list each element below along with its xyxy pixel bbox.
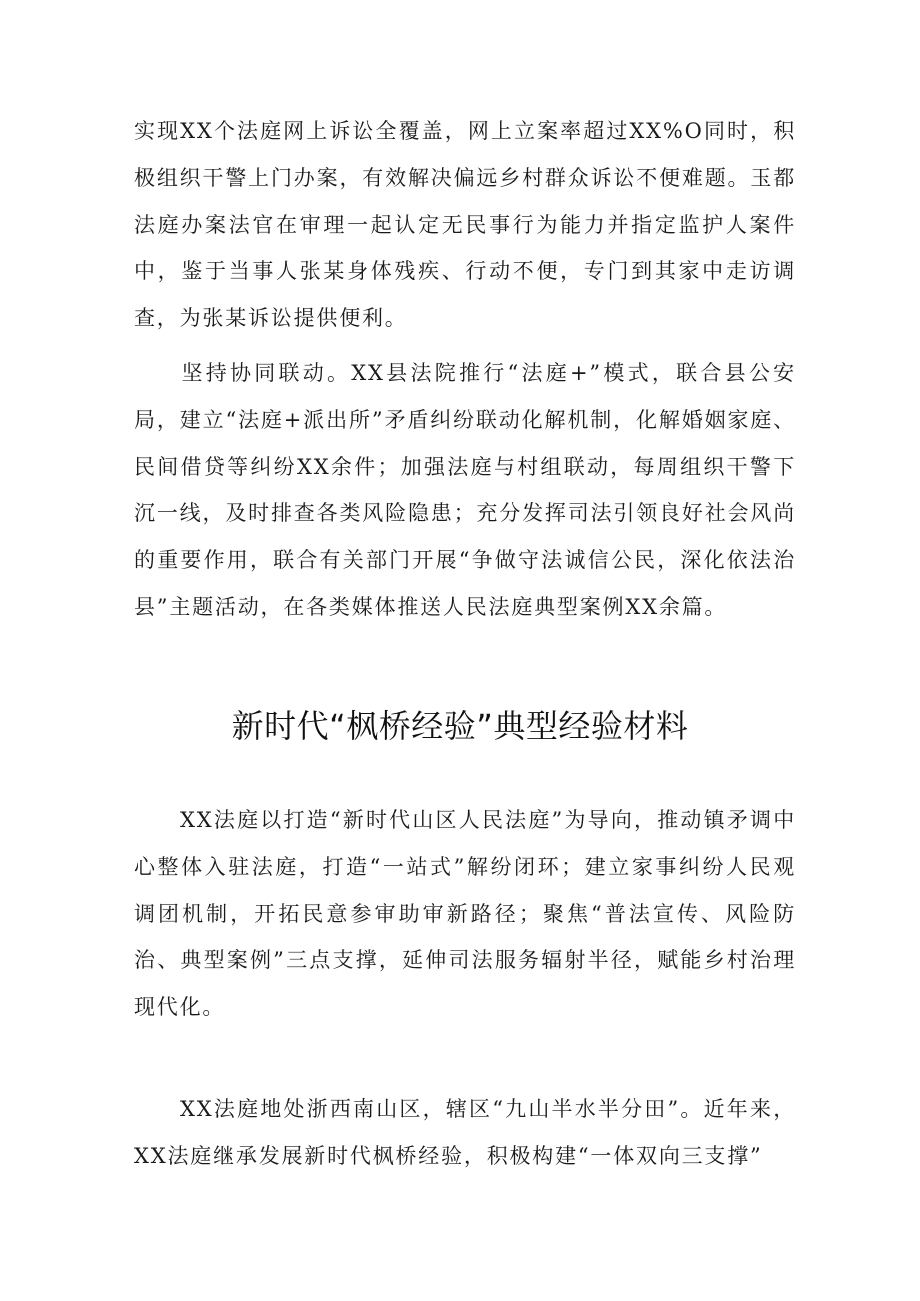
paragraph-online-litigation <box>134 108 796 342</box>
paragraph-court-overview <box>134 797 796 1031</box>
paragraph-text: 坚持协同联动。XX县法院推行“法庭+”模式，联合县公安局，建立“法庭+派出所”矛盾纠纷联动化解机制，化解婚姻家庭、民间借贷等纠纷XX余件；加强法庭与村组联动，每周组织干警下沉一线，及时排查各类风险隐患；充分发挥司法引领良好社会风尚的重要作用，联合有关部门开展“争做守法诚信公民，深化依法治县”主题活动，在各类媒体推送人民法庭典型案例XX余篇。 <box>134 361 796 619</box>
paragraph-text: 实现XX个法庭网上诉讼全覆盖，网上立案率超过XX%O同时，积极组织干警上门办案，有效解决偏远乡村群众诉讼不便难题。玉都法庭办案法官在审理一起认定无民事行为能力并指定监护人案件中，鉴于当事人张某身体残疾、行动不便，专门到其家中走访调查，为张某诉讼提供便利。 <box>134 119 796 331</box>
document-title: 新时代“枫桥经验”典型经验材料 <box>231 707 689 745</box>
paragraph-text: XX法庭地处浙西南山区，辖区“九山半水半分田”。近年来，XX法庭继承发展新时代枫桥经验，积极构建“一体双向三支撑” <box>134 1097 796 1168</box>
paragraph-text: XX法庭以打造“新时代山区人民法庭”为导向，推动镇矛调中心整体入驻法庭，打造“一站式”解纷闭环；建立家事纠纷人民观调团机制，开拓民意参审助审新路径；聚焦“普法宣传、风险防治、典型案例”三点支撑，延伸司法服务辐射半径，赋能乡村治理现代化。 <box>134 808 796 1020</box>
paragraph-coordinated-linkage <box>134 350 796 631</box>
paragraph-court-location <box>134 1086 796 1180</box>
